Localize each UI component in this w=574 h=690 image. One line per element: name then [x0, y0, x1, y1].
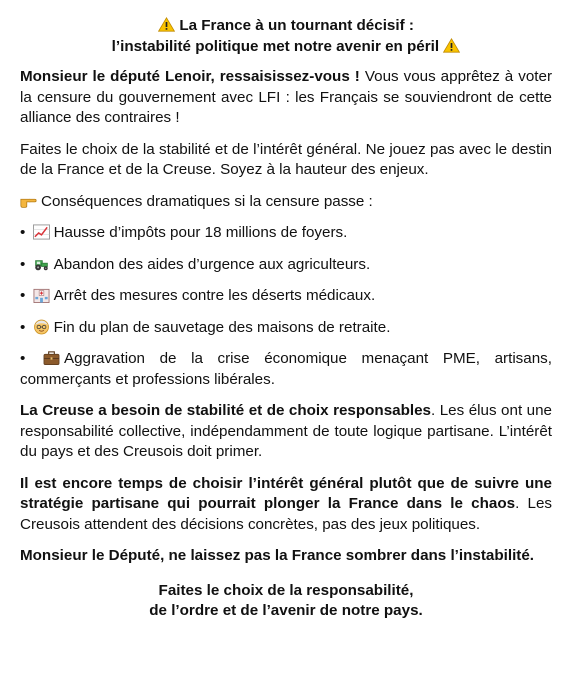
document-title: [20, 16, 552, 57]
closing-paragraph: [20, 581, 552, 622]
urgency-bold: Il est encore temps de choisir l’intérêt général plutôt que de suivre une stratégie partisane qui pourrait plonger la France dans le chaos: [20, 474, 552, 512]
creuse-paragraph: [20, 401, 552, 463]
list-item: [20, 349, 552, 390]
consequences-heading-text: Conséquences dramatiques si la censure passe :: [41, 192, 373, 210]
closing-line-1: Faites le choix de la responsabilité,: [158, 581, 414, 599]
warning-icon: [158, 17, 175, 32]
warning-icon: [443, 38, 460, 53]
intro-rest: Vous vous apprêtez à voter la censure du gouvernement avec LFI : les Français se souviendront de cette alliance des contraires !: [20, 68, 552, 126]
list-item: [20, 286, 552, 307]
list-item: [20, 318, 552, 339]
consequences-heading: [20, 192, 552, 213]
bullet-text: Aggravation de la crise économique menaçant PME, artisans, commerçants et professions libérales.: [20, 350, 552, 388]
bullet-dot: •: [20, 224, 26, 241]
title-line-2: [20, 37, 552, 58]
briefcase-icon: [43, 350, 60, 366]
hospital-icon: [33, 287, 50, 303]
urgency-paragraph: [20, 474, 552, 536]
list-item: [20, 255, 552, 276]
stability-paragraph: Faites le choix de la stabilité et de l’intérêt général. Ne jouez pas avec le destin de la France et de la Creuse. Soyez à la hauteur des enjeux.: [20, 140, 552, 178]
bullet-text: Fin du plan de sauvetage des maisons de retraite.: [53, 318, 391, 336]
bullet-text: Arrêt des mesures contre les déserts médicaux.: [53, 287, 376, 304]
title-line-2-text: l’instabilité politique met notre avenir en péril: [111, 37, 440, 55]
bullet-dot: •: [20, 318, 26, 336]
tractor-icon: [33, 256, 50, 272]
appeal-paragraph: Monsieur le Député, ne laissez pas la France sombrer dans l’instabilité.: [20, 547, 535, 564]
creuse-bold: La Creuse a besoin de stabilité et de choix responsables: [20, 402, 431, 419]
bullet-dot: •: [20, 287, 26, 304]
bullet-dot: •: [20, 255, 26, 273]
intro-paragraph: [20, 67, 552, 129]
title-line-1-text: La France à un tournant décisif :: [179, 17, 414, 34]
chart-increasing-icon: [33, 224, 50, 240]
pointing-hand-icon: [20, 193, 37, 209]
bullet-text: Hausse d’impôts pour 18 millions de foyers.: [53, 224, 348, 241]
creuse-rest: . Les élus ont une responsabilité collective, indépendamment de toute logique partisane. L’intérêt du pays et des Creusois doit primer.: [20, 402, 552, 460]
bullet-dot: •: [20, 350, 26, 367]
closing-line-2: de l’ordre et de l’avenir de notre pays.: [149, 602, 423, 619]
title-line-1: [20, 16, 552, 37]
older-person-icon: [33, 319, 50, 335]
urgency-rest: . Les Creusois attendent des décisions concrètes, pas des jeux politiques.: [20, 495, 552, 533]
list-item: [20, 223, 552, 244]
intro-bold: Monsieur le député Lenoir, ressaisissez-vous !: [20, 68, 360, 85]
bullet-text: Abandon des aides d’urgence aux agriculteurs.: [53, 255, 371, 273]
